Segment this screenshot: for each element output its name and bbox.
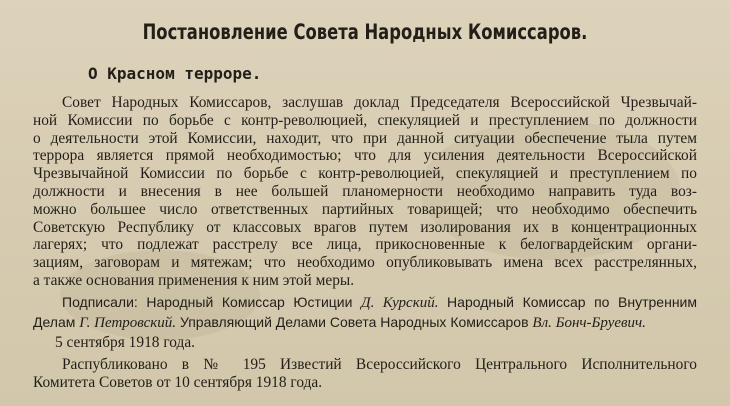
body-line: лагерях; что подлежат расстрелу все лица, прикосновенные к белогвардейским органи- [33,236,697,254]
body-line: о деятельности этой Комиссии, находит, что при данной ситуации обеспечение тыла путем [33,129,697,147]
decree-body [33,94,697,290]
signatures-text: Народный Комиссар по Внутренним [447,294,697,310]
signatures-text: Делам [33,314,76,330]
document-title: Постановление Совета Народных Комиссаров. [142,20,588,44]
body-line: террора является прямой необходимостью; что для усиления деятельности Всероссийской [33,147,697,165]
body-line: а также основания применения к ним этой меры. [33,271,355,289]
signatory-kursky: Д. Курский. [361,295,439,311]
signatory-bonch-bruevich: Вл. Бонч-Бруевич. [532,315,646,331]
signatures-line [33,312,697,332]
publication-line: Распубликовано в № 195 Известий Всероссийского Центрального Исполнительного [62,356,697,373]
signatures-text: Управляющий Делами Совета Народных Комиссаров [179,314,529,330]
publication-line: Комитета Советов от 10 сентября 1918 года. [33,374,323,391]
body-line: Совет Народных Комиссаров, заслушав доклад Председателя Всероссийской Чрезвычай- [62,94,697,111]
signatory-petrovsky: Г. Петровский. [79,315,177,331]
decree-date: 5 сентября 1918 года. [55,334,196,351]
body-line: зациям, заговорам и мятежам; что необходимо опубликовывать имена всех расстрелянных, [33,254,697,272]
body-line: Советскую Республику от классовых врагов путем изолирования их в концентрационных [33,218,697,236]
publication-note [33,356,697,392]
signatures-block [33,292,697,332]
signatures-line [33,292,697,312]
body-line: должности и внесения в нее большей планомерности необходимо направить туда воз- [33,182,697,200]
body-line: Чрезвычайной Комиссии по борьбе с контр-революцией, спекуляцией и преступлением по [33,165,697,183]
body-line: можно большее число ответственных партийных товарищей; что необходимо обеспечить [33,200,697,218]
document-subtitle: О Красном терроре. [88,64,262,83]
signatures-prefix: Подписали: Народный Комиссар Юстиции [62,294,353,310]
body-line: ной Комиссии по борьбе с контр-революцией, спекуляцией и преступлением по должности [33,111,697,129]
